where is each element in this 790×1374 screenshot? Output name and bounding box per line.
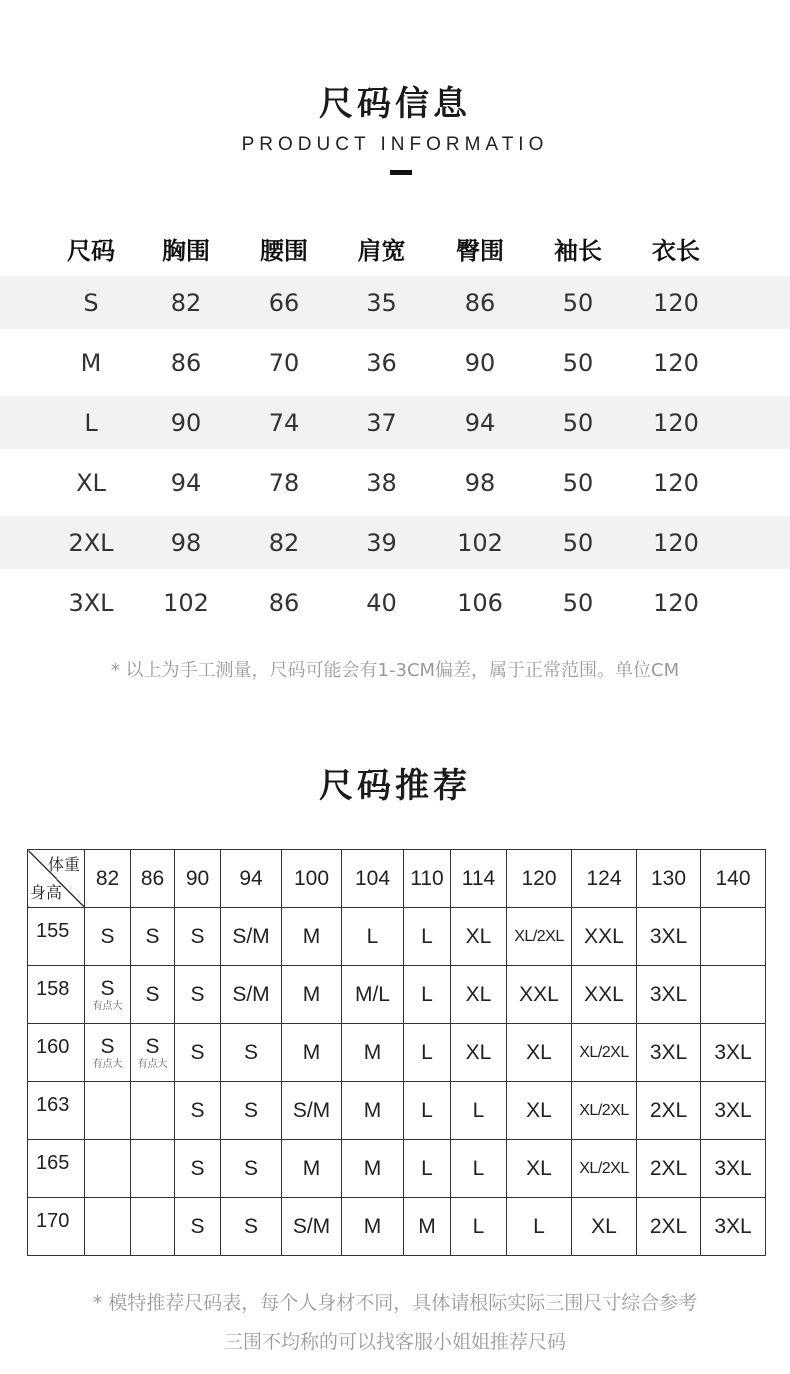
size-hint: 有点大: [137, 1059, 168, 1070]
size-value: 120: [653, 588, 699, 617]
recommend-note-line2: 三围不均称的可以找客服小姐姐推荐尺码: [223, 1331, 566, 1353]
recommend-cell: [451, 1198, 507, 1256]
size-row: [0, 456, 790, 509]
recommend-row: [28, 1140, 766, 1198]
recommend-size: 3XL: [649, 982, 688, 1006]
recommend-size: 2XL: [649, 1098, 688, 1122]
recommend-cell: [131, 1198, 175, 1256]
recommend-size: L: [366, 924, 379, 948]
recommend-cell: [572, 966, 637, 1024]
size-label: M: [80, 348, 102, 377]
recommend-size: M: [302, 982, 321, 1006]
header-size: 尺码: [67, 236, 115, 265]
measurement-note: * 以上为手工测量，尺码可能会有1-3CM偏差，属于正常范围。单位CM: [110, 660, 680, 681]
recommend-size: M: [302, 1040, 321, 1064]
recommend-size: XL: [526, 1040, 552, 1064]
title-divider: [390, 170, 412, 175]
recommend-size: XL/2XL: [514, 927, 564, 945]
recommend-size: S/M: [292, 1214, 331, 1238]
weight-header: 140: [701, 850, 766, 908]
size-value: 94: [170, 468, 202, 497]
size-value: 74: [268, 408, 300, 437]
recommend-size: M: [363, 1098, 382, 1122]
recommend-cell: [342, 1024, 404, 1082]
recommend-cell: [282, 1082, 342, 1140]
recommend-cell: [572, 1082, 637, 1140]
recommend-size: 3XL: [714, 1040, 752, 1064]
recommend-cell: [342, 1140, 404, 1198]
size-row: [0, 336, 790, 389]
recommend-cell: [85, 966, 131, 1024]
recommend-row: [28, 966, 766, 1024]
size-value: 38: [366, 468, 397, 497]
size-info-table: [0, 220, 790, 636]
recommend-size: XL: [465, 1040, 492, 1064]
recommend-cell: [175, 908, 221, 966]
recommend-size: 3XL: [714, 1214, 752, 1238]
recommend-cell: [85, 1024, 131, 1082]
weight-header: 90: [175, 850, 221, 908]
header-shoulder: 肩宽: [357, 236, 406, 265]
size-value: 120: [653, 348, 699, 377]
recommend-size: S: [190, 924, 205, 948]
weight-header: 124: [572, 850, 637, 908]
size-value: 37: [366, 408, 397, 437]
recommend-cell: [451, 1082, 507, 1140]
recommend-size: S: [145, 982, 160, 1006]
recommend-cell: [175, 1198, 221, 1256]
recommend-size: L: [421, 1098, 433, 1122]
recommend-cell: [637, 1198, 701, 1256]
recommend-size: 3XL: [714, 1156, 752, 1180]
size-row: [0, 516, 790, 569]
recommend-cell: [701, 1198, 766, 1256]
size-recommend-title: 尺码推荐: [319, 766, 471, 806]
recommend-cell: [221, 908, 282, 966]
corner-cell: [28, 850, 85, 908]
recommend-cell: [507, 1082, 572, 1140]
size-value: 98: [464, 468, 496, 497]
recommend-size: S/M: [292, 1098, 331, 1122]
recommend-size: XXL: [519, 982, 559, 1006]
recommend-size: S/M: [232, 982, 270, 1006]
recommend-size: XL: [526, 1098, 552, 1122]
height-value: 165: [28, 1140, 85, 1198]
recommend-cell: [404, 1198, 451, 1256]
size-value: 82: [268, 528, 300, 557]
height-value: 155: [28, 908, 85, 966]
header-sleeve: 袖长: [554, 236, 602, 265]
height-value: 158: [28, 966, 85, 1024]
recommend-cell: [637, 1082, 701, 1140]
size-info-subtitle: PRODUCT INFORMATIO: [241, 134, 549, 155]
size-value: 36: [366, 348, 397, 377]
recommend-size: M: [363, 1214, 382, 1238]
recommend-cell: [282, 1198, 342, 1256]
size-value: 66: [268, 288, 300, 317]
recommend-row: [28, 1024, 766, 1082]
recommend-size: S: [100, 1035, 115, 1058]
size-table-body: [0, 276, 790, 629]
size-value: 90: [170, 408, 202, 437]
weight-header: 94: [221, 850, 282, 908]
recommend-size: L: [533, 1214, 545, 1238]
recommend-size: S: [100, 924, 115, 948]
recommend-cell: [451, 1140, 507, 1198]
recommend-cell: [572, 1140, 637, 1198]
recommend-size: L: [472, 1214, 485, 1238]
recommend-cell: [85, 1140, 131, 1198]
recommend-size: XXL: [584, 982, 624, 1006]
recommend-size: M: [302, 924, 321, 948]
recommend-cell: [637, 908, 701, 966]
recommend-size: S: [243, 1098, 258, 1122]
size-hint: 有点大: [92, 1001, 123, 1012]
recommend-cell: [131, 1024, 175, 1082]
recommend-size: S: [145, 924, 160, 948]
recommend-size: L: [421, 924, 433, 948]
recommend-cell: [451, 908, 507, 966]
recommend-size: L: [472, 1098, 485, 1122]
recommend-cell: [507, 966, 572, 1024]
recommend-cell: [221, 966, 282, 1024]
size-value: 86: [268, 588, 300, 617]
header-chest: 胸围: [162, 236, 210, 265]
recommend-size: S: [190, 982, 205, 1006]
recommend-size: S: [190, 1040, 205, 1064]
weight-header: 130: [637, 850, 701, 908]
weight-header: 120: [507, 850, 572, 908]
recommend-cell: [637, 1024, 701, 1082]
recommend-size: S: [243, 1040, 258, 1064]
recommend-size: S/M: [232, 924, 270, 948]
recommend-cell: [637, 1140, 701, 1198]
recommend-cell: [701, 1024, 766, 1082]
size-value: 50: [562, 348, 594, 377]
recommend-size: 2XL: [649, 1156, 688, 1180]
recommend-cell: [404, 966, 451, 1024]
size-value: 98: [170, 528, 202, 557]
recommend-size: S: [100, 977, 115, 1000]
height-label: 身高: [30, 885, 63, 902]
recommend-size: S: [190, 1214, 205, 1238]
size-row: [0, 276, 790, 329]
recommend-size: 3XL: [649, 1040, 688, 1064]
size-value: 39: [366, 528, 397, 557]
recommend-cell: [221, 1024, 282, 1082]
recommend-size: S: [243, 1214, 258, 1238]
height-value: 170: [28, 1198, 85, 1256]
recommend-size: S: [145, 1035, 160, 1058]
recommend-cell: [572, 908, 637, 966]
recommend-row: [28, 1198, 766, 1256]
size-label: XL: [76, 468, 106, 497]
recommend-cell: [701, 1140, 766, 1198]
recommend-size: 3XL: [714, 1098, 752, 1122]
recommend-cell: [507, 908, 572, 966]
recommend-cell: [131, 1140, 175, 1198]
recommend-cell: [221, 1140, 282, 1198]
recommend-cell: [221, 1198, 282, 1256]
recommend-cell: [342, 1198, 404, 1256]
size-value: 94: [464, 408, 496, 437]
recommend-size: XL: [591, 1214, 617, 1238]
recommend-cell: [637, 966, 701, 1024]
recommend-size: L: [421, 982, 433, 1006]
recommend-size: L: [472, 1156, 485, 1180]
size-value: 50: [562, 468, 594, 497]
size-value: 86: [170, 348, 202, 377]
size-value: 102: [163, 588, 209, 617]
recommend-size: XL/2XL: [579, 1043, 629, 1061]
size-label: L: [84, 408, 98, 437]
recommend-size: S: [190, 1098, 205, 1122]
recommend-cell: [85, 1198, 131, 1256]
recommend-size: XL/2XL: [579, 1159, 629, 1177]
recommend-cell: [404, 908, 451, 966]
size-value: 35: [366, 288, 397, 317]
recommend-size: XL: [526, 1156, 552, 1180]
size-value: 50: [562, 288, 594, 317]
size-value: 78: [268, 468, 300, 497]
height-value: 160: [28, 1024, 85, 1082]
weight-header: 82: [85, 850, 131, 908]
height-value: 163: [28, 1082, 85, 1140]
recommend-size: M/L: [354, 982, 390, 1006]
size-value: 70: [268, 348, 300, 377]
size-value: 102: [457, 528, 503, 557]
recommend-cell: [701, 966, 766, 1024]
recommend-cell: [507, 1024, 572, 1082]
size-value: 50: [562, 588, 594, 617]
weight-header: 110: [404, 850, 451, 908]
recommend-cell: [282, 966, 342, 1024]
recommend-cell: [507, 1198, 572, 1256]
header-length: 衣长: [652, 236, 700, 265]
size-value: 86: [464, 288, 496, 317]
recommend-cell: [572, 1198, 637, 1256]
recommend-row: [28, 1082, 766, 1140]
size-row: [0, 396, 790, 449]
recommend-row: [28, 908, 766, 966]
recommend-cell: [507, 1140, 572, 1198]
recommend-cell: [451, 966, 507, 1024]
size-value: 120: [653, 528, 699, 557]
recommend-cell: [342, 1082, 404, 1140]
recommend-cell: [175, 966, 221, 1024]
recommend-cell: [342, 908, 404, 966]
recommend-size: XXL: [584, 924, 624, 948]
recommend-size: XL/2XL: [579, 1101, 629, 1119]
weight-header: 104: [342, 850, 404, 908]
size-value: 120: [653, 288, 699, 317]
recommend-cell: [701, 908, 766, 966]
size-value: 50: [562, 528, 594, 557]
recommend-cell: [342, 966, 404, 1024]
recommend-size: S: [190, 1156, 205, 1180]
recommend-cell: [175, 1024, 221, 1082]
recommend-cell: [282, 908, 342, 966]
size-value: 106: [457, 588, 503, 617]
size-recommend-table: [27, 849, 766, 1256]
recommend-size: M: [363, 1156, 382, 1180]
recommend-size: M: [418, 1214, 436, 1238]
weight-header: 114: [451, 850, 507, 908]
recommend-cell: [451, 1024, 507, 1082]
size-value: 50: [562, 408, 594, 437]
size-info-title: 尺码信息: [319, 84, 471, 124]
recommend-size: L: [421, 1156, 433, 1180]
weight-header: 100: [282, 850, 342, 908]
size-label: 2XL: [68, 528, 114, 557]
recommend-size: S: [243, 1156, 258, 1180]
recommend-size: 3XL: [649, 924, 688, 948]
size-label: S: [83, 288, 99, 317]
weight-label: 体重: [47, 857, 80, 874]
recommend-cell: [131, 908, 175, 966]
size-value: 90: [464, 348, 496, 377]
recommend-size: XL: [465, 924, 492, 948]
recommend-cell: [282, 1024, 342, 1082]
weight-header: 86: [131, 850, 175, 908]
size-hint: 有点大: [92, 1059, 123, 1070]
recommend-size: 2XL: [649, 1214, 688, 1238]
recommend-size: XL: [465, 982, 492, 1006]
recommend-cell: [85, 908, 131, 966]
recommend-size: M: [302, 1156, 321, 1180]
recommend-note-line1: * 模特推荐尺码表，每个人身材不同，具体请根际实际三围尺寸综合参考: [92, 1292, 698, 1314]
recommend-cell: [131, 1082, 175, 1140]
recommend-cell: [175, 1082, 221, 1140]
recommend-size: M: [363, 1040, 382, 1064]
size-value: 120: [653, 468, 699, 497]
size-label: 3XL: [68, 588, 114, 617]
recommend-cell: [404, 1024, 451, 1082]
size-value: 40: [366, 588, 397, 617]
size-value: 82: [170, 288, 202, 317]
recommend-size: L: [421, 1040, 433, 1064]
size-row: [0, 576, 790, 629]
recommend-cell: [175, 1140, 221, 1198]
header-waist: 腰围: [260, 236, 308, 265]
recommend-header-row: [28, 850, 766, 908]
size-table-header: [0, 220, 790, 276]
recommend-cell: [282, 1140, 342, 1198]
recommend-cell: [404, 1082, 451, 1140]
size-value: 120: [653, 408, 699, 437]
recommend-cell: [572, 1024, 637, 1082]
recommend-cell: [404, 1140, 451, 1198]
header-hip: 臀围: [456, 236, 504, 265]
recommend-cell: [85, 1082, 131, 1140]
recommend-cell: [701, 1082, 766, 1140]
recommend-cell: [221, 1082, 282, 1140]
recommend-cell: [131, 966, 175, 1024]
